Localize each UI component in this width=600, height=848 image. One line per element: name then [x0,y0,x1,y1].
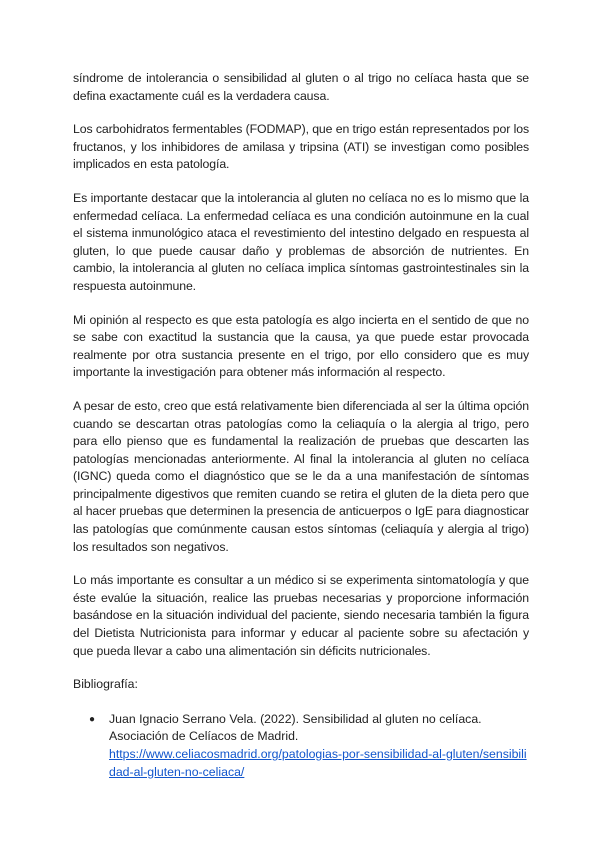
paragraph-intro-continuation: síndrome de intolerancia o sensibilidad al gluten o al trigo no celíaca hasta que se defina exactamente cuál es la verdadera causa. [73,71,529,103]
paragraph-diagnosis: A pesar de esto, creo que está relativamente bien diferenciada al ser la última opción cuando se descartan otras patologías como la celiaquía o la alergia al trigo, pero para ello pienso que es fundamental la realización de pruebas que descarten las patologías mencionadas anteriormente. Al final la intolerancia al gluten no celíaca (IGNC) queda como el diagnóstico que se le da a una manifestación de síntomas principalmente digestivos que remiten cuando se retira el gluten de la dieta pero que al hacer pruebas que determinen la presencia de anticuerpos o IgE para diagnosticar las patologías que comúnmente causan estos síntomas (celiaquía y alergia al trigo) los resultados son negativos. [73,398,529,554]
bibliography-heading: Bibliografía: [73,677,138,692]
document-page [73,70,529,781]
bullet-icon: ● [89,713,96,725]
bibliography-url-link[interactable]: https://www.celiacosmadrid.org/patologias-por-sensibilidad-al-gluten/sensibilidad-al-gluten-no-celiaca/ [109,747,527,779]
bibliography-list [73,711,529,781]
paragraph-fodmap: Los carbohidratos fermentables (FODMAP), que en trigo están representados por los fructanos, y los inhibidores de amilasa y tripsina (ATI) se investigan como posibles implicados en esta patología. [73,122,530,172]
bibliography-citation-author: Juan Ignacio Serrano Vela. (2022). Sensibilidad al gluten no celíaca. [109,711,482,726]
bibliography-citation-source: Asociación de Celíacos de Madrid. [109,729,299,744]
paragraph-opinion: Mi opinión al respecto es que esta patología es algo incierta en el sentido de que no se sabe con exactitud la sustancia que la causa, ya que puede estar provocada realmente por otra sustancia presente en el trigo, por ello considero que es muy importante la investigación para obtener más información al respecto. [73,312,529,380]
paragraph-celiac-difference: Es importante destacar que la intolerancia al gluten no celíaca no es lo mismo que la enfermedad celíaca. La enfermedad celíaca es una condición autoinmune en la cual el sistema inmunológico ataca el revestimiento del intestino delgado en respuesta al gluten, lo que puede causar daño y problemas de absorción de nutrientes. En cambio, la intolerancia al gluten no celíaca implica síntomas gastrointestinales sin la respuesta autoinmune. [73,190,529,293]
paragraph-conclusion: Lo más importante es consultar a un médico si se experimenta sintomatología y que éste evalúe la situación, realice las pruebas necesarias y proporcione información basándose en la situación individual del paciente, siendo necesaria también la figura del Dietista Nutricionista para informar y educar al paciente sobre su afectación y que pueda llevar a cabo una alimentación sin déficits nutricionales. [73,573,529,658]
bibliography-entry [73,711,529,781]
